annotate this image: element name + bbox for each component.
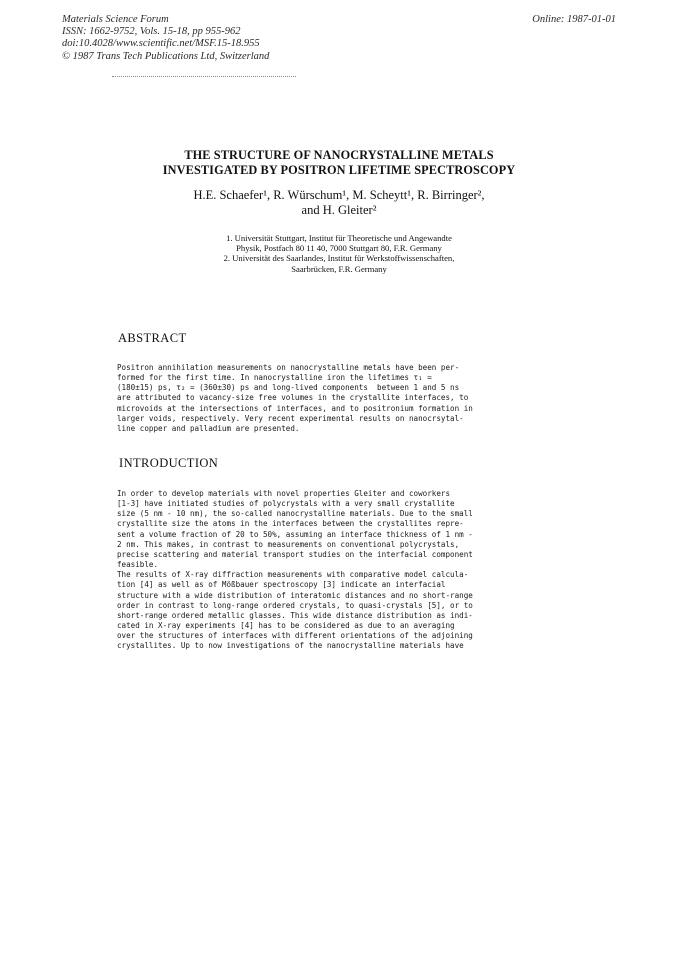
issn-line: ISSN: 1662-9752, Vols. 15-18, pp 955-962	[62, 26, 241, 38]
introduction-body	[117, 489, 567, 652]
affiliation-line: 1. Universität Stuttgart, Institut für Theoretische und Angewandte	[226, 233, 452, 243]
online-date: Online: 1987-01-01	[532, 14, 616, 25]
affiliations	[60, 233, 618, 274]
abstract-line: (180±15) ps, τ₂ = (360±30) ps and long-lived components between 1 and 5 ns	[117, 383, 460, 393]
intro-line: sent a volume fraction of 20 to 50%, assuming an interface thickness of 1 nm -	[117, 529, 473, 539]
authors-line: and H. Gleiter²	[301, 202, 377, 217]
intro-line: [1-3] have initiated studies of polycrystals with a very small crystallite	[117, 499, 455, 509]
abstract-line: Positron annihilation measurements on nanocrystalline metals have been per-	[117, 363, 460, 372]
affiliation-line: Saarbrücken, F.R. Germany	[291, 263, 387, 274]
intro-line: order in contrast to long-range ordered crystals, to quasi-crystals [5], or to	[117, 600, 473, 610]
intro-line: crystallite size the atoms in the interfaces between the crystallites repre-	[117, 519, 464, 529]
copyright-line: © 1987 Trans Tech Publications Ltd, Switzerland	[62, 50, 270, 62]
affiliation-line: Physik, Postfach 80 11 40, 7000 Stuttgart 80, F.R. Germany	[236, 243, 442, 254]
authors-line: H.E. Schaefer¹, R. Würschum¹, M. Scheytt¹, R. Birringer²,	[193, 188, 485, 202]
intro-line: cated in X-ray experiments [4] has to be considered as due to an averaging	[117, 621, 455, 631]
title-line: INVESTIGATED BY POSITRON LIFETIME SPECTROSCOPY	[162, 162, 516, 177]
affiliation-line: 2. Universität des Saarlandes, Institut für Werkstoffwissenschaften,	[223, 253, 455, 264]
author-list	[60, 188, 618, 217]
intro-line: In order to develop materials with novel properties Gleiter and coworkers	[117, 489, 451, 498]
intro-line: tion [4] as well as of Mößbauer spectroscopy [3] indicate an interfacial	[117, 580, 446, 590]
abstract-heading: ABSTRACT	[118, 331, 187, 345]
abstract-line: are attributed to vacancy-size free volumes in the crystallite interfaces, to	[117, 393, 469, 403]
abstract-line: formed for the first time. In nanocrystalline iron the lifetimes τ₁ =	[117, 373, 432, 383]
paper-title	[60, 148, 618, 177]
intro-line: precise scattering and material transport studies on the interfacial component	[117, 549, 473, 559]
intro-line: size (5 nm - 10 nm), the so-called nanocrystalline materials. Due to the small	[117, 509, 473, 519]
abstract-line: line copper and palladium are presented.	[117, 423, 300, 433]
doi-line: doi:10.4028/www.scientific.net/MSF.15-18.955	[62, 38, 260, 50]
journal-name: Materials Science Forum	[62, 14, 169, 25]
scan-artifact	[112, 76, 296, 77]
abstract-line: microvoids at the intersections of interfaces, and to positronium formation in	[117, 403, 473, 413]
intro-line: The results of X-ray diffraction measurements with comparative model calcula-	[117, 570, 469, 580]
abstract-body	[117, 363, 567, 434]
journal-citation	[62, 14, 269, 63]
intro-line: over the structures of interfaces with different orientations of the adjoining	[117, 631, 473, 641]
title-line: THE STRUCTURE OF NANOCRYSTALLINE METALS	[184, 148, 494, 162]
intro-line: crystallites. Up to now investigations of the nanocrystalline materials have	[117, 641, 464, 651]
intro-line: short-range ordered metallic glasses. This wide distance distribution as indi-	[117, 610, 473, 620]
intro-line: feasible.	[117, 560, 159, 570]
abstract-line: larger voids, respectively. Very recent experimental results on nanocrsytal-	[117, 413, 464, 423]
introduction-heading: INTRODUCTION	[119, 456, 219, 470]
intro-line: 2 nm. This makes, in contrast to measurements on conventional polycrystals,	[117, 539, 460, 549]
intro-line: structure with a wide distribution of interatomic distances and no short-range	[117, 590, 473, 600]
